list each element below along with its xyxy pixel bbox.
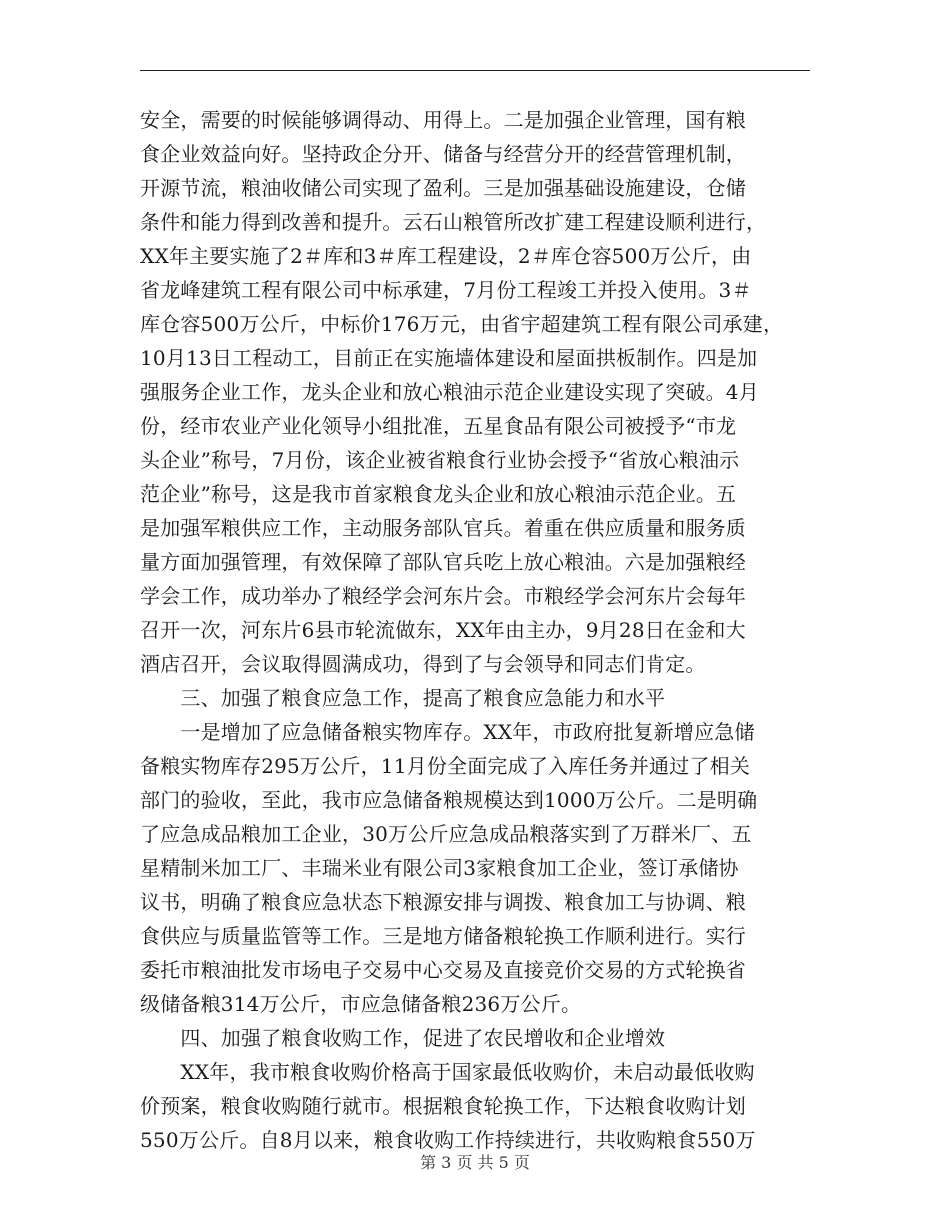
text-line: 星精制米加工厂、丰瑞米业有限公司3家粮食加工企业，签订承储协: [140, 856, 739, 880]
text-line: 部门的验收，至此，我市应急储备粮规模达到1000万公斤。二是明确: [140, 788, 758, 812]
text-line: 酒店召开，会议取得圆满成功，得到了与会领导和同志们肯定。: [140, 652, 706, 676]
text-line: 量方面加强管理，有效保障了部队官兵吃上放心粮油。六是加强粮经: [140, 550, 746, 574]
text-line: 委托市粮油批发市场电子交易中心交易及直接竞价交易的方式轮换省: [140, 958, 746, 982]
text-line: 范企业”称号，这是我市首家粮食龙头企业和放心粮油示范企业。五: [140, 482, 737, 506]
body-text: [140, 103, 830, 1157]
text-line: 食企业效益向好。坚持政企分开、储备与经营分开的经营管理机制，: [140, 142, 746, 166]
text-line: 召开一次，河东片6县市轮流做东，XX年由主办，9月28日在金和大: [140, 618, 746, 642]
text-line: 550万公斤。自8月以来，粮食收购工作持续进行，共收购粮食550万: [140, 1128, 756, 1152]
text-line: 开源节流，粮油收储公司实现了盈利。三是加强基础设施建设，仓储: [140, 176, 746, 200]
text-line: 级储备粮314万公斤，市应急储备粮236万公斤。: [140, 992, 582, 1016]
text-line: 食供应与质量监管等工作。三是地方储备粮轮换工作顺利进行。实行: [140, 924, 746, 948]
text-line: 安全，需要的时候能够调得动、用得上。二是加强企业管理，国有粮: [140, 108, 746, 132]
text-line: 份，经市农业产业化领导小组批准，五星食品有限公司被授予“市龙: [140, 414, 737, 438]
text-line: 价预案，粮食收购随行就市。根据粮食轮换工作，下达粮食收购计划: [140, 1094, 746, 1118]
text-line: 强服务企业工作，龙头企业和放心粮油示范企业建设实现了突破。4月: [140, 380, 759, 404]
text-line: 是加强军粮供应工作，主动服务部队官兵。着重在供应质量和服务质: [140, 516, 746, 540]
text-line: 条件和能力得到改善和提升。云石山粮管所改扩建工程建设顺利进行，: [140, 210, 767, 234]
section-heading: 三、加强了粮食应急工作，提高了粮食应急能力和水平: [140, 686, 666, 710]
text-line: XX年，我市粮食收购价格高于国家最低收购价，未启动最低收购: [140, 1060, 755, 1084]
text-line: 备粮实物库存295万公斤，11月份全面完成了入库任务并通过了相关: [140, 754, 751, 778]
text-line: 库仓容500万公斤，中标价176万元，由省宇超建筑工程有限公司承建，: [140, 312, 784, 336]
text-line: 学会工作，成功举办了粮经学会河东片会。市粮经学会河东片会每年: [140, 584, 746, 608]
text-line: 了应急成品粮加工企业，30万公斤应急成品粮落实到了万群米厂、五: [140, 822, 752, 846]
text-line: 议书，明确了粮食应急状态下粮源安排与调拨、粮食加工与协调、粮: [140, 890, 746, 914]
text-line: 省龙峰建筑工程有限公司中标承建，7月份工程竣工并投入使用。3＃: [140, 278, 752, 302]
text-line: 一是增加了应急储备粮实物库存。XX年，市政府批复新增应急储: [140, 720, 755, 744]
text-line: XX年主要实施了2＃库和3＃库工程建设，2＃库仓容500万公斤，由: [140, 244, 752, 268]
text-line: 头企业”称号，7月份，该企业被省粮食行业协会授予“省放心粮油示: [140, 448, 740, 472]
page-number-footer: 第 3 页 共 5 页: [420, 1153, 530, 1172]
header-rule: [140, 70, 810, 71]
text-line: 10月13日工程动工，目前正在实施墙体建设和屋面拱板制作。四是加: [140, 346, 758, 370]
section-heading: 四、加强了粮食收购工作，促进了农民增收和企业增效: [140, 1026, 666, 1050]
